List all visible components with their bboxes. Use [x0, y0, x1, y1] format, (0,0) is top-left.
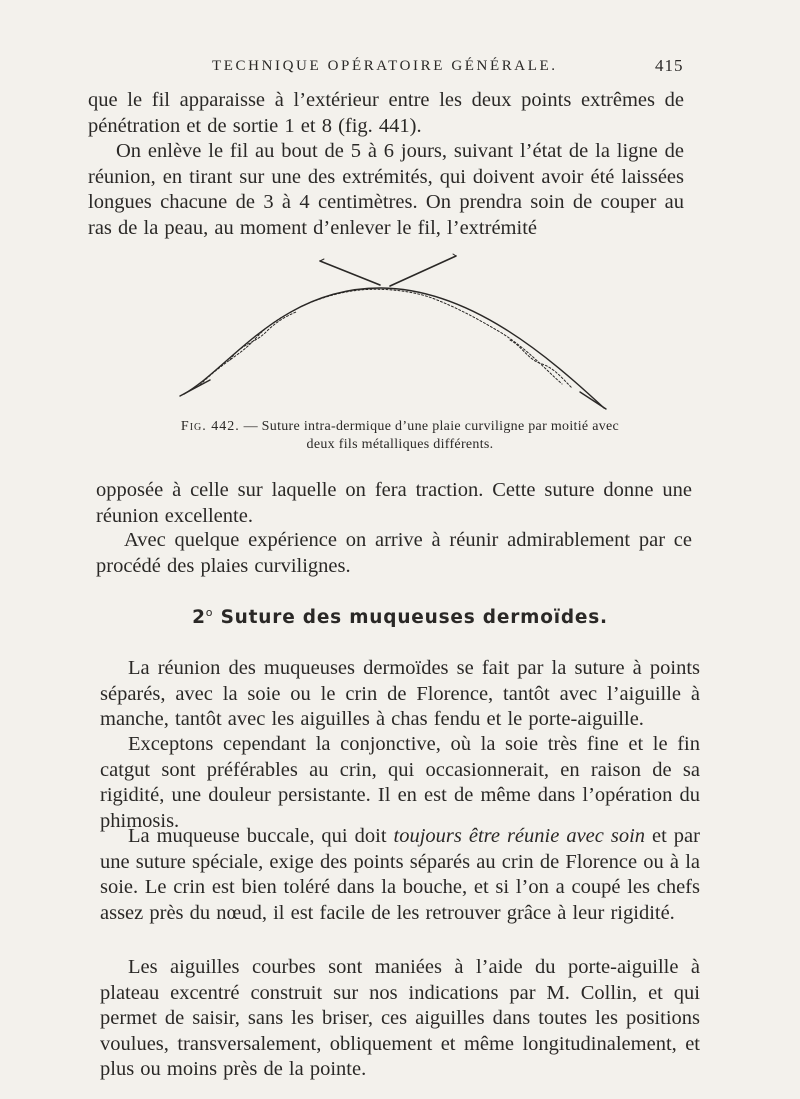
paragraph-reunion: La réunion des muqueuses dermoïdes se fait par la suture à points séparés, avec la soie ou le crin de Florence, tantôt avec l’aiguille à manche, tantôt avec les aiguilles à chas fendu et le porte-aiguille. [100, 657, 700, 731]
figure-label: Fig. 442. [180, 419, 240, 434]
buccal-text-italic: toujours être réunie avec soin [393, 825, 646, 847]
needle-right [390, 256, 456, 286]
paragraph-exceptons: Exceptons cependant la conjonctive, où la soie très fine et le fin catgut sont préférables au crin, qui occasionnerait, en raison de sa rigidité, une douleur persistante. Il en est de même dans l’opération du phimosis. [100, 733, 700, 832]
suture-loop-left [230, 312, 296, 360]
wire-tail-right [580, 392, 606, 409]
page-number: 415 [655, 56, 684, 75]
wire-tail-left [180, 380, 210, 396]
buccal-text-before: La muqueuse buccale, qui doit [128, 825, 394, 847]
figure-caption-text: — Suture intra-dermique d’une plaie curviligne par moitié avec deux fils métalliques différents. [243, 419, 620, 452]
needle-left [320, 261, 380, 285]
paragraph-muqueuse-buccale [100, 824, 700, 926]
section-number: 2 [192, 607, 206, 629]
figure-caption [170, 418, 630, 454]
running-title: TECHNIQUE OPÉRATOIRE GÉNÉRALE. [212, 58, 558, 74]
section-number-sup: o [205, 606, 214, 619]
paragraph-thread-removal: On enlève le fil au bout de 5 à 6 jours, suivant l’état de la ligne de réunion, en tirant sur une des extrémités, qui doivent avoir été laissées longues chacune de 3 à 4 centimètres. On prendra soin de couper au ras de la peau, au moment d’enlever le fil, l’extrémité [88, 140, 684, 239]
suture-loop-right [510, 340, 572, 388]
needle-right-eye [453, 254, 456, 256]
suture-figure [170, 248, 630, 418]
needle-left-eye [320, 259, 324, 261]
paragraph-experience: Avec quelque expérience on arrive à réunir admirablement par ce procédé des plaies curvilignes. [96, 529, 692, 577]
paragraph-aiguilles-courbes: Les aiguilles courbes sont maniées à l’aide du porte-aiguille à plateau excentré construit sur nos indications par M. Collin, et qui permet de saisir, sans les briser, ces aiguilles dans toutes les positions voulues, transversalement, obliquement et même longitudinalement, et plus ou moins près de la pointe. [100, 956, 700, 1081]
section-heading [0, 606, 800, 628]
paragraph-continuation: que le fil apparaisse à l’extérieur entre les deux points extrêmes de pénétration et de sortie 1 et 8 (fig. 441). [88, 89, 684, 137]
running-header [0, 52, 800, 82]
paragraph-opposee: opposée à celle sur laquelle on fera traction. Cette suture donne une réunion excellente. [96, 479, 692, 527]
section-title-text: Suture des muqueuses dermoïdes. [220, 607, 608, 629]
buccal-text-after: et par une suture spéciale, exige des points séparés au crin de Florence ou à la soie. Le crin est bien toléré dans la bouche, et si l’on a coupé les chefs assez près du nœud, il est facile de les retrouver grâce à leur rigidité. [100, 825, 700, 924]
suture-wire-main [184, 288, 604, 408]
